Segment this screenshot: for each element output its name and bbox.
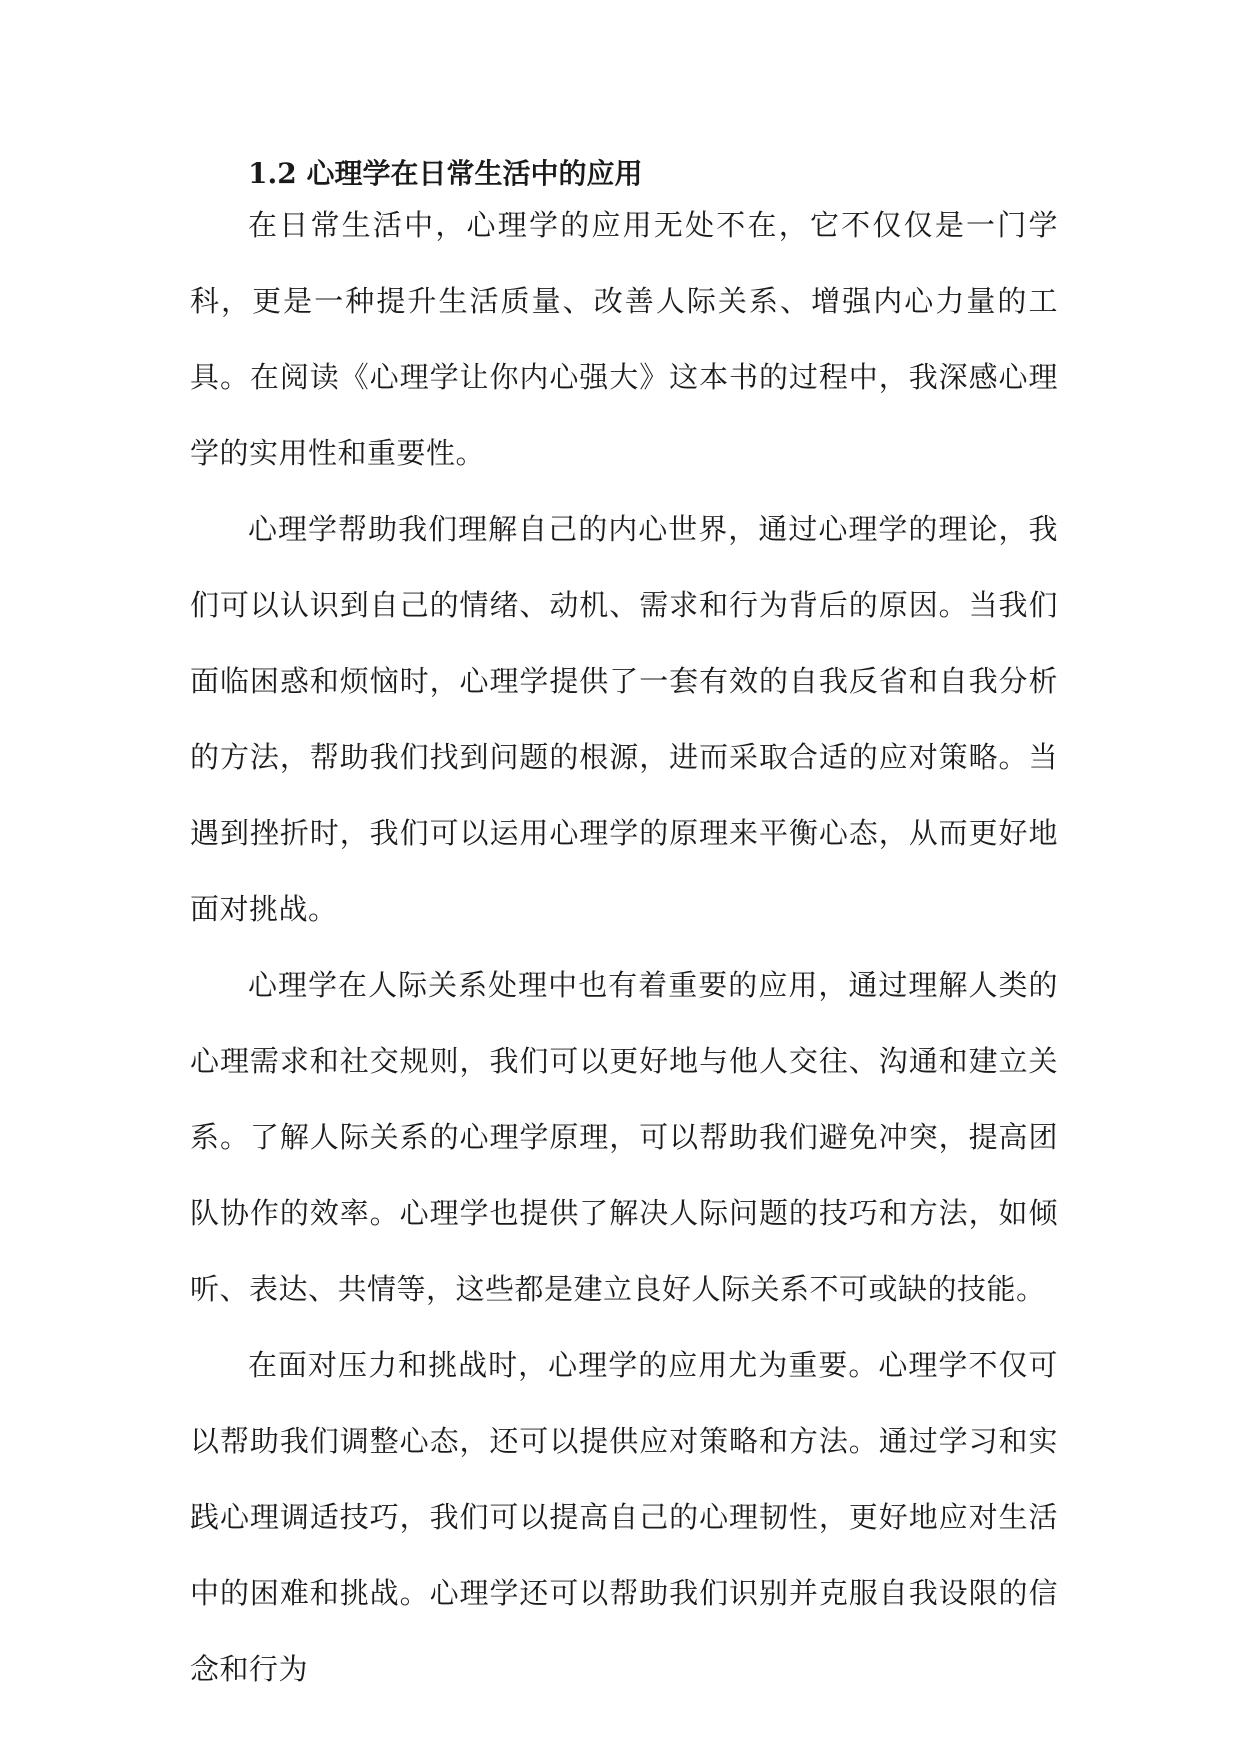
section-heading: 1.2 心理学在日常生活中的应用 [248, 157, 643, 190]
paragraph-3: 心理学在人际关系处理中也有着重要的应用，通过理解人类的心理需求和社交规则，我们可以更好地与他人交往、沟通和建立关系。了解人际关系的心理学原理，可以帮助我们避免冲突，提高团队协作的效率。心理学也提供了解决人际问题的技巧和方法，如倾听、表达、共情等，这些都是建立良好人际关系不可或缺的技能。 [190, 968, 1058, 1306]
paragraph-1: 在日常生活中，心理学的应用无处不在，它不仅仅是一门学科，更是一种提升生活质量、改善人际关系、增强内心力量的工具。在阅读《心理学让你内心强大》这本书的过程中，我深感心理学的实用性和重要性。 [190, 208, 1058, 470]
section-body [190, 187, 1058, 1707]
paragraph-2: 心理学帮助我们理解自己的内心世界，通过心理学的理论，我们可以认识到自己的情绪、动机、需求和行为背后的原因。当我们面临困惑和烦恼时，心理学提供了一套有效的自我反省和自我分析的方法，帮助我们找到问题的根源，进而采取合适的应对策略。当遇到挫折时，我们可以运用心理学的原理来平衡心态，从而更好地面对挑战。 [190, 512, 1058, 926]
paragraph-4: 在面对压力和挑战时，心理学的应用尤为重要。心理学不仅可以帮助我们调整心态，还可以提供应对策略和方法。通过学习和实践心理调适技巧，我们可以提高自己的心理韧性，更好地应对生活中的困难和挑战。心理学还可以帮助我们识别并克服自我设限的信念和行为 [190, 1348, 1058, 1686]
